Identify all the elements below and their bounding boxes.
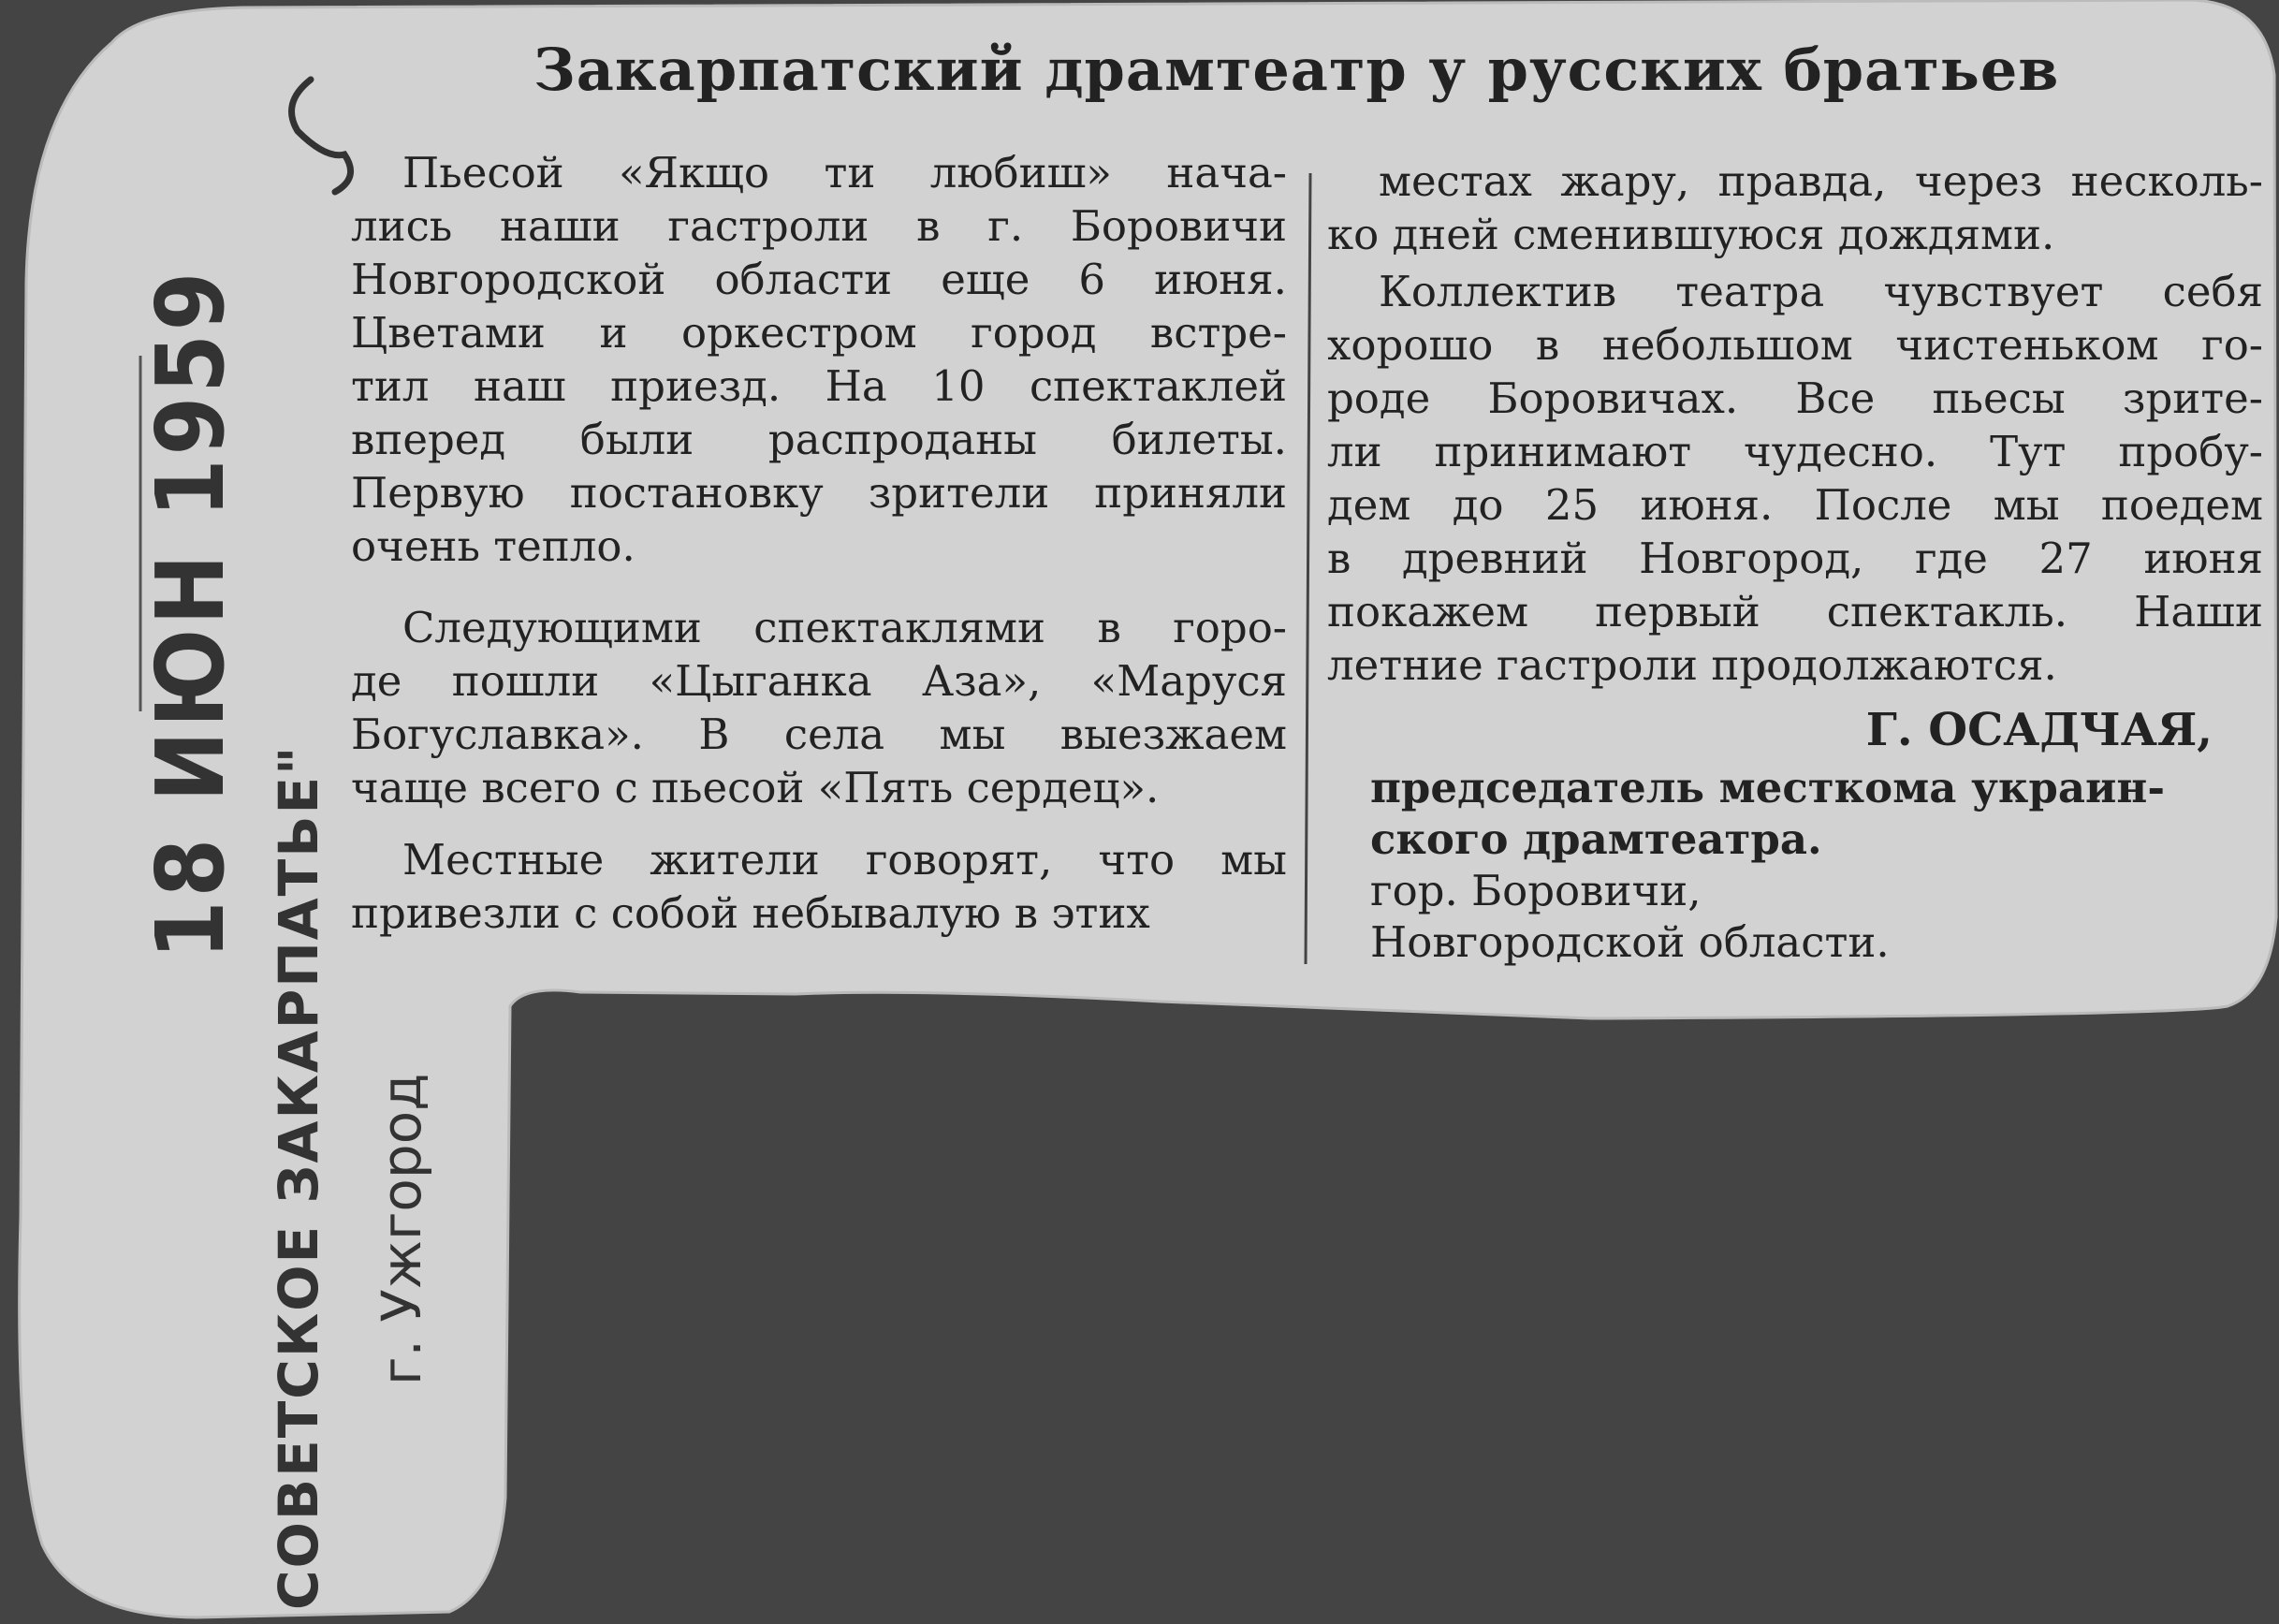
newspaper-name: СОВЕТСКОЕ ЗАКАРПАТЬЕ" (267, 744, 330, 1610)
text-line: Местные жители говорят, что мы (402, 835, 1287, 885)
date-stamp: 18 ИЮН 1959 (136, 268, 245, 959)
text-line: очень тепло. (351, 521, 635, 571)
article-column-left (351, 146, 1287, 940)
text-line: привезли с собой небывалую в этих (351, 888, 1150, 938)
author-name: Г. ОСАДЧАЯ, (1865, 704, 2213, 756)
author-title-line-1: председатель месткома украин- (1370, 763, 2166, 812)
right-paragraph-1 (1327, 154, 2263, 261)
text-line: дем до 25 июня. После мы поедем (1327, 480, 2263, 530)
text-line: Богуславка». В села мы выезжаем (351, 710, 1287, 759)
text-line: Новгородской области еще 6 июня. (351, 255, 1287, 304)
text-line: летние гастроли продолжаются. (1327, 640, 2057, 690)
author-title-line-2: ского драмтеатра. (1370, 814, 1822, 864)
text-line: Коллектив театра чувствует себя (1379, 267, 2263, 316)
newspaper-city-stamp: г. Ужгород (370, 1073, 433, 1385)
text-line: Пьесой «Якщо ти любиш» нача- (402, 148, 1287, 198)
text-line: ко дней сменившуюся дождями. (1327, 210, 2055, 259)
text-line: в древний Новгород, где 27 июня (1327, 534, 2263, 583)
newspaper-name-stamp (267, 745, 330, 1610)
text-line: ли принимают чудесно. Тут пробу- (1327, 427, 2263, 476)
author-location-line-1: гор. Боровичи, (1370, 866, 1702, 915)
text-line: Цветами и оркестром город встре- (351, 308, 1287, 358)
text-line: де пошли «Цыганка Аза», «Маруся (351, 656, 1287, 706)
text-line: Первую постановку зрители приняли (351, 468, 1287, 518)
author-location-line-2: Новгородской области. (1370, 917, 1890, 967)
left-paragraph-1 (351, 146, 1287, 573)
left-paragraph-2 (351, 601, 1287, 814)
text-line: роде Боровичах. Все пьесы зрите- (1327, 373, 2263, 423)
right-paragraph-2 (1327, 265, 2263, 692)
left-paragraph-3 (351, 833, 1287, 940)
article-column-right (1327, 154, 2263, 692)
text-line: покажем первый спектакль. Наши (1327, 587, 2263, 636)
text-line: местах жару, правда, через несколь- (1379, 156, 2263, 206)
text-line: вперед были распроданы билеты. (351, 415, 1287, 464)
text-line: Следующими спектаклями в горо- (402, 603, 1287, 652)
text-line: чаще всего с пьесой «Пять сердец». (351, 763, 1160, 812)
text-line: тил наш приезд. На 10 спектаклей (351, 361, 1287, 411)
text-line: лись наши гастроли в г. Боровичи (351, 201, 1287, 251)
article-headline: Закарпатский драмтеатр у русских братьев (533, 36, 2060, 104)
text-line: хорошо в небольшом чистеньком го- (1327, 320, 2263, 370)
